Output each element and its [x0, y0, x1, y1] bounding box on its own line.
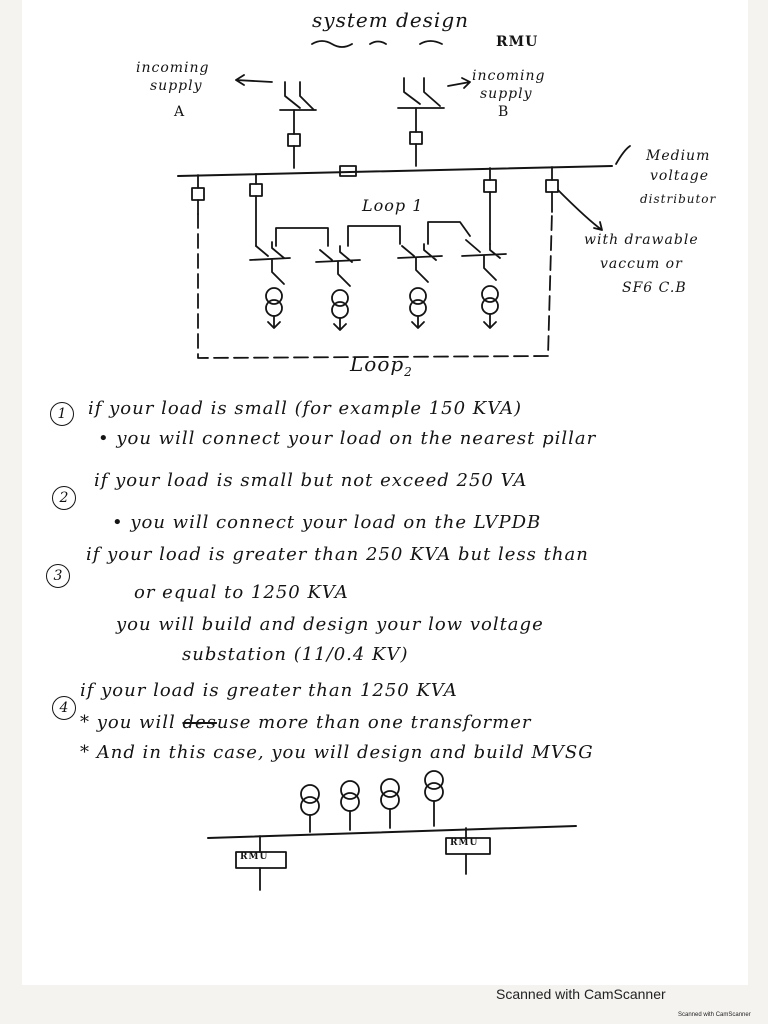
note-3-line4: substation (11/0.4 KV) [182, 644, 409, 665]
incoming-b-line2: supply [480, 86, 533, 102]
note-4-marker: 4 [52, 696, 76, 720]
note-3-marker: 3 [46, 564, 70, 588]
mv-busbar [178, 166, 612, 176]
incoming-a-line3: A [174, 104, 186, 120]
loop2-label: Loop$_2$ [350, 352, 413, 379]
mv-label-line2: voltage [650, 168, 710, 184]
cb-pointer [558, 190, 602, 230]
note-4-line2: * you will desuse more than one transformer [80, 712, 532, 733]
loop1-label: Loop 1 [362, 196, 424, 215]
transformer-2 [332, 290, 348, 330]
note-1-line1: if your load is small (for example 150 KVA) [88, 398, 523, 419]
transformer-4 [482, 286, 498, 328]
title-underline [312, 41, 442, 47]
mv-label-line3: distributor [640, 192, 717, 206]
incoming-a-switch [280, 82, 316, 110]
page-title: system design [312, 8, 470, 32]
feeder-breaker-3 [484, 180, 496, 192]
mv-pointer [616, 146, 630, 164]
transformer-3 [410, 288, 426, 328]
rmu-switch-3 [398, 244, 442, 260]
note-3-line2: or equal to 1250 KVA [134, 582, 349, 603]
rmu-label-top: RMU [496, 34, 539, 50]
camscanner-watermark: Scanned with CamScanner [496, 986, 666, 1002]
incoming-b-arrow [448, 78, 470, 88]
feeder-breaker-2 [250, 184, 262, 196]
cb-label-line1: with drawable [584, 232, 699, 248]
incoming-b-line3: B [498, 104, 510, 120]
loop1-wire [276, 222, 470, 246]
incoming-a-breaker [288, 134, 300, 146]
note-1-marker: 1 [50, 402, 74, 426]
incoming-b-switch [398, 78, 444, 108]
note-3-line1: if your load is greater than 250 KVA but less than [86, 544, 589, 565]
feeder-breaker-1 [192, 188, 204, 200]
mvsg-transformers [301, 771, 443, 832]
note-2-marker: 2 [52, 486, 76, 510]
struck-word: des [182, 712, 217, 733]
rmu-switch-2 [316, 246, 360, 262]
rmu-right-label: RMU [450, 838, 479, 848]
camscanner-watermark-small: Scanned with CamScanner [678, 1012, 751, 1018]
note-3-line3: you will build and design your low voltage [116, 614, 544, 635]
incoming-b-breaker [410, 132, 422, 144]
note-2-line1: if your load is small but not exceed 250 VA [94, 470, 528, 491]
incoming-a-line1: incoming [136, 60, 210, 76]
cb-label-line3: SF6 C.B [622, 280, 687, 296]
incoming-a-arrow [236, 75, 272, 85]
incoming-b-line1: incoming [472, 68, 546, 84]
mv-label-line1: Medium [646, 148, 711, 164]
feeder-breaker-4 [546, 180, 558, 192]
note-1-line2: • you will connect your load on the nearest pillar [98, 428, 597, 449]
loop2-wire [198, 212, 552, 358]
transformer-1 [266, 288, 282, 328]
note-4-line1: if your load is greater than 1250 KVA [80, 680, 458, 701]
mvsg-busbar [208, 826, 576, 838]
rmu-left-label: RMU [240, 852, 269, 862]
note-2-line2: • you will connect your load on the LVPDB [112, 512, 542, 533]
note-4-line3: * And in this case, you will design and build MVSG [80, 742, 594, 763]
cb-label-line2: vaccum or [600, 256, 683, 272]
incoming-a-line2: supply [150, 78, 203, 94]
